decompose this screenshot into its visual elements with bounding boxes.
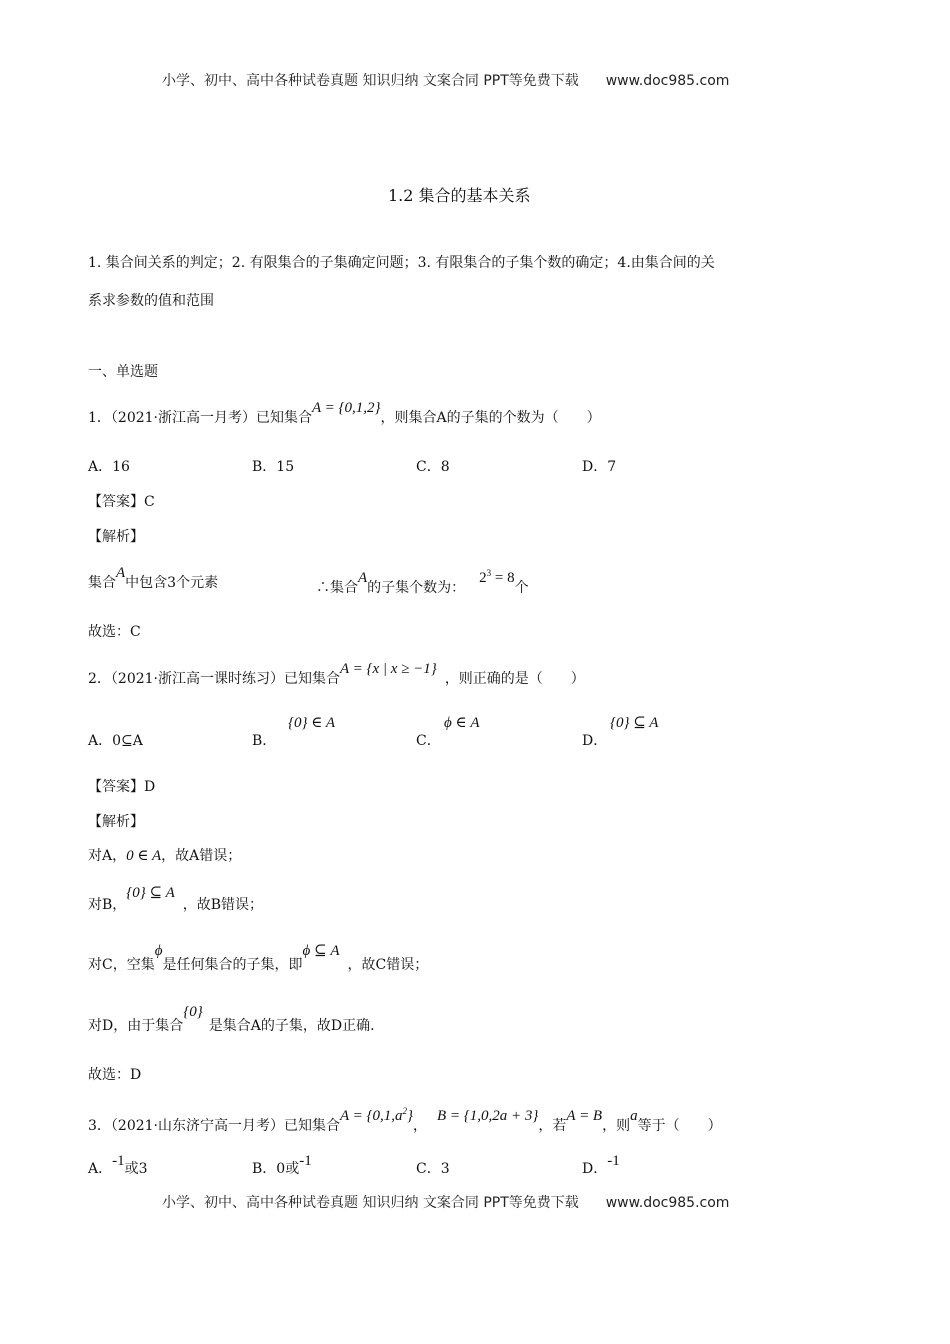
choose-label: 故选：	[88, 624, 130, 640]
q2-b-pre: 对B，	[88, 897, 127, 913]
q2-analysis-b	[88, 885, 264, 915]
q3-set-b-math: B = {1,0,2a + 3}	[437, 1108, 539, 1124]
q1-explanation-2	[316, 568, 529, 598]
section-heading: 一、单选题	[88, 364, 158, 380]
q2-analysis-d	[88, 1004, 375, 1036]
q2-choose-value: D	[130, 1067, 142, 1083]
q2-c-math2: ϕ ⊆ A	[302, 943, 340, 959]
q2-option-d-label: D．	[582, 733, 608, 749]
objectives-line-2: 系求参数的值和范围	[88, 293, 214, 309]
q3-option-c: C．3	[416, 1161, 450, 1177]
q1-expl-mid2: 的子集个数为：	[367, 580, 466, 596]
q3-opt-a-label: A．	[88, 1161, 113, 1177]
q1-choose-value: C	[130, 624, 141, 640]
page-header	[162, 70, 729, 90]
q1-expl-post: 个	[514, 580, 529, 596]
q2-d-pre: 对D，由于集合	[88, 1018, 184, 1034]
q2-analysis-c	[88, 943, 429, 975]
q3-set-a-body: A = {0,1,a	[340, 1108, 403, 1124]
q3-mid: ，若	[538, 1118, 567, 1134]
q2-set-math: A = {x | x ≥ −1}	[340, 661, 437, 677]
answer-label: 【答案】	[88, 494, 144, 510]
q3-opt-a-post: 或3	[124, 1161, 148, 1177]
q1-expl-math-rest: = 8	[491, 570, 515, 586]
q3-opt-a-math: -1	[112, 1153, 125, 1169]
q1-option-a: A．16	[88, 459, 130, 475]
q2-c-mid: 是任何集合的子集，即	[162, 957, 303, 973]
q2-c-pre: 对C，空集	[88, 957, 155, 973]
q2-d-math: {0}	[183, 1004, 203, 1020]
q2-option-a: A．0⊆A	[88, 733, 143, 749]
q3-stem-pre: 3．（2021·山东济宁高一月考）已知集合	[88, 1118, 340, 1134]
footer-site-link[interactable]: www.doc985.com	[605, 1195, 730, 1211]
question-1-stem	[88, 400, 601, 428]
page-footer	[162, 1192, 729, 1212]
choose-label: 故选：	[88, 1067, 130, 1083]
q1-expl-therefore: ∴集合	[316, 580, 358, 596]
q2-option-d-math: {0} ⊆ A	[610, 715, 659, 731]
q2-analysis-label: 【解析】	[88, 814, 144, 830]
q1-answer-value: C	[144, 494, 155, 510]
q2-option-b-math: {0} ∈ A	[288, 715, 335, 731]
q2-analysis-a	[88, 846, 241, 866]
q1-expl-var: A	[116, 565, 126, 581]
q2-d-post: 是集合A的子集，故D正确.	[208, 1018, 375, 1034]
q3-set-a-end: }	[407, 1108, 414, 1124]
q1-expl-pre: 集合	[88, 575, 116, 591]
q1-set-math: A = {0,1,2}	[312, 400, 381, 416]
q2-stem-post: ，则正确的是（ ）	[444, 671, 585, 687]
page-title: 1.2 集合的基本关系	[388, 186, 531, 205]
q2-a-post: ，故A错误；	[161, 848, 242, 864]
q2-option-c-label: C．	[416, 733, 441, 749]
q2-stem-pre: 2．（2021·浙江高一课时练习）已知集合	[88, 671, 340, 687]
answer-label: 【答案】	[88, 779, 144, 795]
q3-opt-b-label: B．0或	[252, 1161, 300, 1177]
q1-answer	[88, 492, 155, 512]
q2-a-math: 0 ∈ A	[126, 848, 162, 864]
q1-option-b: B．15	[252, 459, 295, 475]
q3-option-d	[582, 1153, 620, 1179]
q3-stem-post: 等于（ ）	[637, 1118, 722, 1134]
q2-c-math1: ϕ	[154, 943, 163, 959]
q3-option-b	[252, 1153, 312, 1179]
q1-expl-var2: A	[358, 570, 368, 586]
footer-tagline: 小学、初中、高中各种试卷真题 知识归纳 文案合同 PPT等免费下载	[162, 1195, 579, 1211]
q1-expl-math-base: 2	[479, 570, 487, 586]
q2-option-b-label: B．	[252, 733, 277, 749]
q2-answer-value: D	[144, 779, 156, 795]
q2-c-post: ，故C错误；	[347, 957, 429, 973]
q1-choose	[88, 622, 141, 642]
question-3-stem	[88, 1106, 722, 1136]
q3-mid2: ，则	[602, 1118, 631, 1134]
q3-option-a	[88, 1153, 148, 1179]
q1-option-d: D．7	[582, 459, 617, 475]
q2-b-math: {0} ⊆ A	[126, 885, 175, 901]
q1-expl-mid: 中包含3个元素	[125, 575, 219, 591]
q1-option-c: C．8	[416, 459, 450, 475]
q2-option-c-math: ϕ ∈ A	[444, 715, 480, 731]
q1-stem-pre: 1．（2021·浙江高一月考）已知集合	[88, 410, 312, 426]
q2-answer	[88, 777, 155, 797]
q3-set-a-math	[340, 1108, 413, 1124]
q1-explanation	[88, 565, 219, 593]
q2-choose	[88, 1065, 141, 1085]
objectives-line-1: 1. 集合间关系的判定；2. 有限集合的子集确定问题；3. 有限集合的子集个数的确定；4.由集合间的关	[88, 255, 715, 271]
q3-eq-math: A = B	[566, 1108, 603, 1124]
q1-expl-math-exp: 3	[486, 568, 492, 578]
header-tagline: 小学、初中、高中各种试卷真题 知识归纳 文案合同 PPT等免费下载	[162, 73, 579, 89]
q3-opt-b-math: -1	[299, 1153, 312, 1169]
q1-expl-math	[479, 570, 514, 586]
question-2-stem	[88, 661, 585, 689]
q3-set-a-exp: 2	[402, 1106, 408, 1116]
q3-opt-d-math: -1	[607, 1153, 620, 1169]
q3-opt-d-label: D．	[582, 1161, 608, 1177]
q3-sep: ，	[413, 1118, 428, 1134]
q1-stem-post: ，则集合A的子集的个数为（ ）	[380, 410, 601, 426]
q2-b-post: ，故B错误；	[182, 897, 264, 913]
q3-var-math: a	[630, 1108, 638, 1124]
q1-analysis-label: 【解析】	[88, 529, 144, 545]
header-site-link[interactable]: www.doc985.com	[605, 73, 730, 89]
q2-a-pre: 对A，	[88, 848, 127, 864]
